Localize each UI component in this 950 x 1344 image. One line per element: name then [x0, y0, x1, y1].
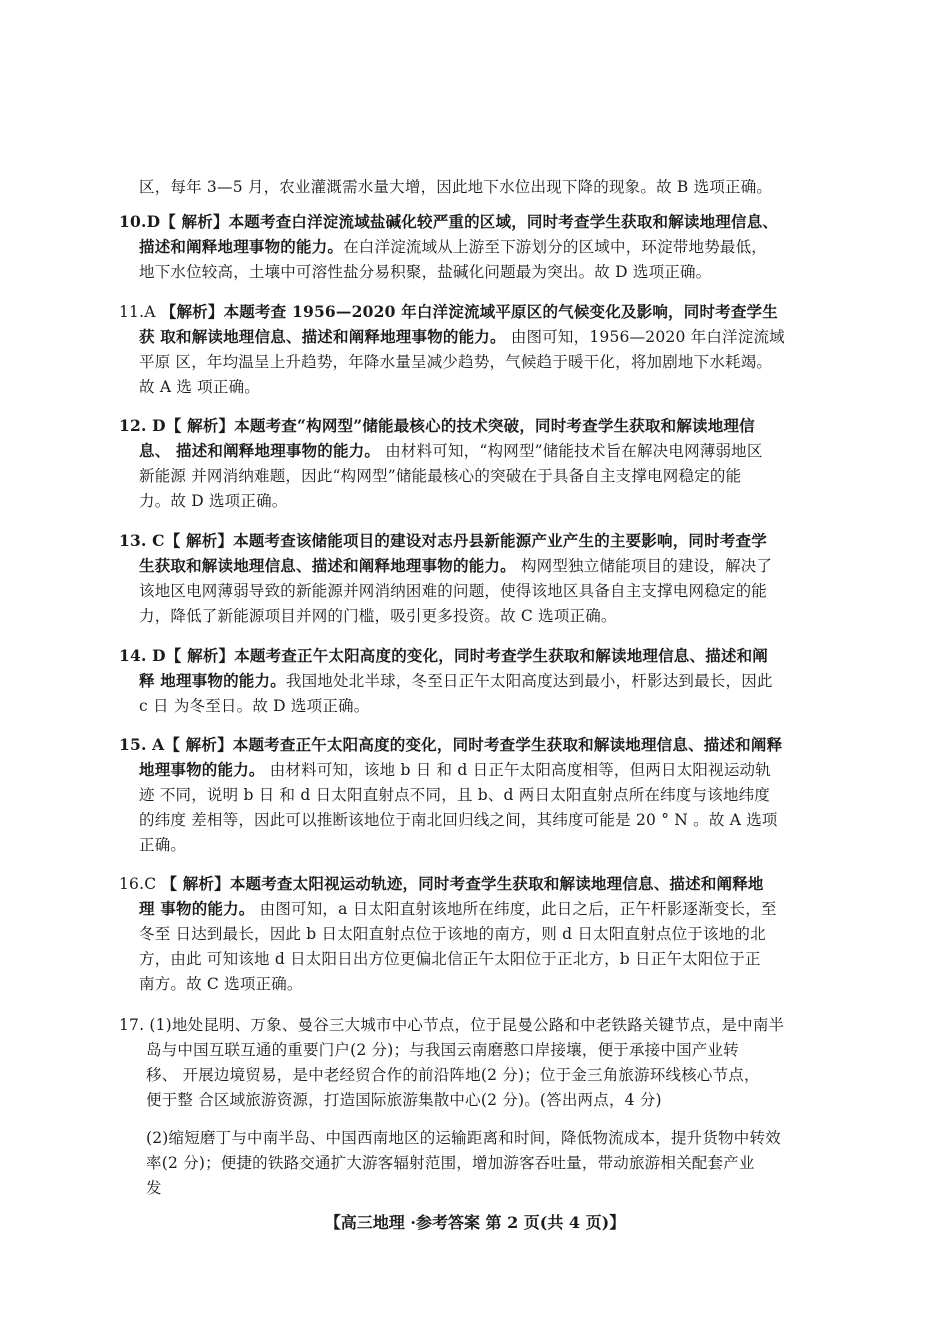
q14-line3: c 日 为冬至日。故 D 选项正确。 — [139, 697, 370, 715]
q17-part2-line2: 率(2 分)；便捷的铁路交通扩大游客辐射范围，增加游客吞吐量，带动旅游相关配套产业 — [146, 1154, 755, 1172]
q17-part2-line1: (2)缩短磨丁与中南半岛、中国西南地区的运输距离和时间，降低物流成本，提升货物中转效 — [146, 1129, 781, 1147]
continuation-text: 区，每年 3—5 月，农业灌溉需水量大增，因此地下水位出现下降的现象。故 B 选项正确。 — [139, 178, 773, 196]
q11-line3: 平原 区，年均温呈上升趋势，年降水量呈减少趋势，气候趋于暖干化，将加剧地下水耗竭。 — [139, 353, 773, 371]
q10-line3: 地下水位较高，土壤中可溶性盐分易积聚，盐碱化问题最为突出。故 D 选项正确。 — [139, 263, 712, 281]
q16-line3: 冬至 日达到最长，因此 b 日太阳直射点位于该地的南方，则 d 日太阳直射点位于该地的北 — [139, 925, 766, 943]
q11-line2: 获 取和解读地理信息、描述和阐释地理事物的能力。 由图可知，1956—2020 年白洋淀流域 — [139, 327, 785, 346]
q11-line4: 故 A 选 项正确。 — [139, 378, 260, 396]
q15-line5: 正确。 — [139, 836, 187, 854]
q15-heading: 15. A【 解析】本题考查正午太阳高度的变化，同时考查学生获取和解读地理信息、描述和阐释 — [119, 735, 783, 754]
q14-line2: 释 地理事物的能力。我国地处北半球，冬至日正午太阳高度达到最小，杆影达到最长，因此 — [139, 671, 773, 690]
q11-heading: 11.A 【解析】本题考查 1956—2020 年白洋淀流域平原区的气候变化及影响，同时考查学生 — [119, 302, 778, 321]
q13-line3: 该地区电网薄弱导致的新能源并网消纳困难的问题，使得该地区具备自主支撑电网稳定的能 — [139, 582, 768, 600]
q15-line2: 地理事物的能力。 由材料可知，该地 b 日 和 d 日正午太阳高度相等，但两日太阳视运动轨 — [139, 760, 771, 779]
q13-line4: 力，降低了新能源项目并网的门槛，吸引更多投资。故 C 选项正确。 — [139, 607, 617, 625]
q10-line2: 描述和阐释地理事物的能力。在白洋淀流域从上游至下游划分的区域中，环淀带地势最低， — [139, 237, 768, 256]
q16-line2: 理 事物的能力。 由图可知，a 日太阳直射该地所在纬度，此日之后，正午杆影逐渐变长，至 — [139, 899, 777, 918]
q17-part2-line3: 发 — [146, 1179, 162, 1197]
page-footer: 【高三地理 ·参考答案 第 2 页(共 4 页)】 — [324, 1213, 626, 1232]
q16-line4: 方，由此 可知该地 d 日太阳日出方位更偏北信正午太阳位于正北方，b 日正午太阳位于正 — [139, 950, 761, 968]
q14-heading: 14. D【 解析】本题考查正午太阳高度的变化，同时考查学生获取和解读地理信息、描述和阐 — [119, 646, 769, 665]
q10-heading: 10.D【 解析】本题考查白洋淀流域盐碱化较严重的区域，同时考查学生获取和解读地理信息、 — [119, 212, 779, 231]
q16-heading: 16.C 【 解析】本题考查太阳视运动轨迹，同时考查学生获取和解读地理信息、描述和阐释地 — [119, 874, 764, 893]
q12-line4: 力。故 D 选项正确。 — [139, 492, 288, 510]
q13-line2: 生获取和解读地理信息、描述和阐释地理事物的能力。 构网型独立储能项目的建设，解决了 — [139, 556, 773, 575]
q16-line5: 南方。故 C 选项正确。 — [139, 975, 303, 993]
q17-part1-line3: 移、 开展边境贸易，是中老经贸合作的前沿阵地(2 分)；位于金三角旅游环线核心节点， — [146, 1066, 760, 1084]
q12-line2: 息、 描述和阐释地理事物的能力。 由材料可知，“构网型”储能技术旨在解决电网薄弱地区 — [139, 441, 763, 460]
q17-part1-line2: 岛与中国互联互通的重要门户(2 分)；与我国云南磨憨口岸接壤，便于承接中国产业转 — [146, 1041, 739, 1059]
q17-part1-line4: 便于整 合区域旅游资源，打造国际旅游集散中心(2 分)。(答出两点，4 分) — [146, 1091, 662, 1109]
q17-part1-line1: 17. (1)地处昆明、万象、曼谷三大城市中心节点，位于昆曼公路和中老铁路关键节点，是中南半 — [119, 1016, 785, 1034]
q15-line4: 的纬度 差相等，因此可以推断该地位于南北回归线之间，其纬度可能是 20 ° N 。故 A 选项 — [139, 811, 778, 829]
q15-line3: 迹 不同，说明 b 日 和 d 日太阳直射点不同，且 b、d 两日太阳直射点所在纬度与该地纬度 — [139, 786, 771, 804]
q12-line3: 新能源 并网消纳难题，因此“构网型”储能最核心的突破在于具备自主支撑电网稳定的能 — [139, 467, 742, 485]
q12-heading: 12. D【 解析】本题考查“构网型”储能最核心的技术突破，同时考查学生获取和解读地理信 — [119, 416, 755, 435]
q13-heading: 13. C【 解析】本题考查该储能项目的建设对志丹县新能源产业产生的主要影响，同时考查学 — [119, 531, 767, 550]
